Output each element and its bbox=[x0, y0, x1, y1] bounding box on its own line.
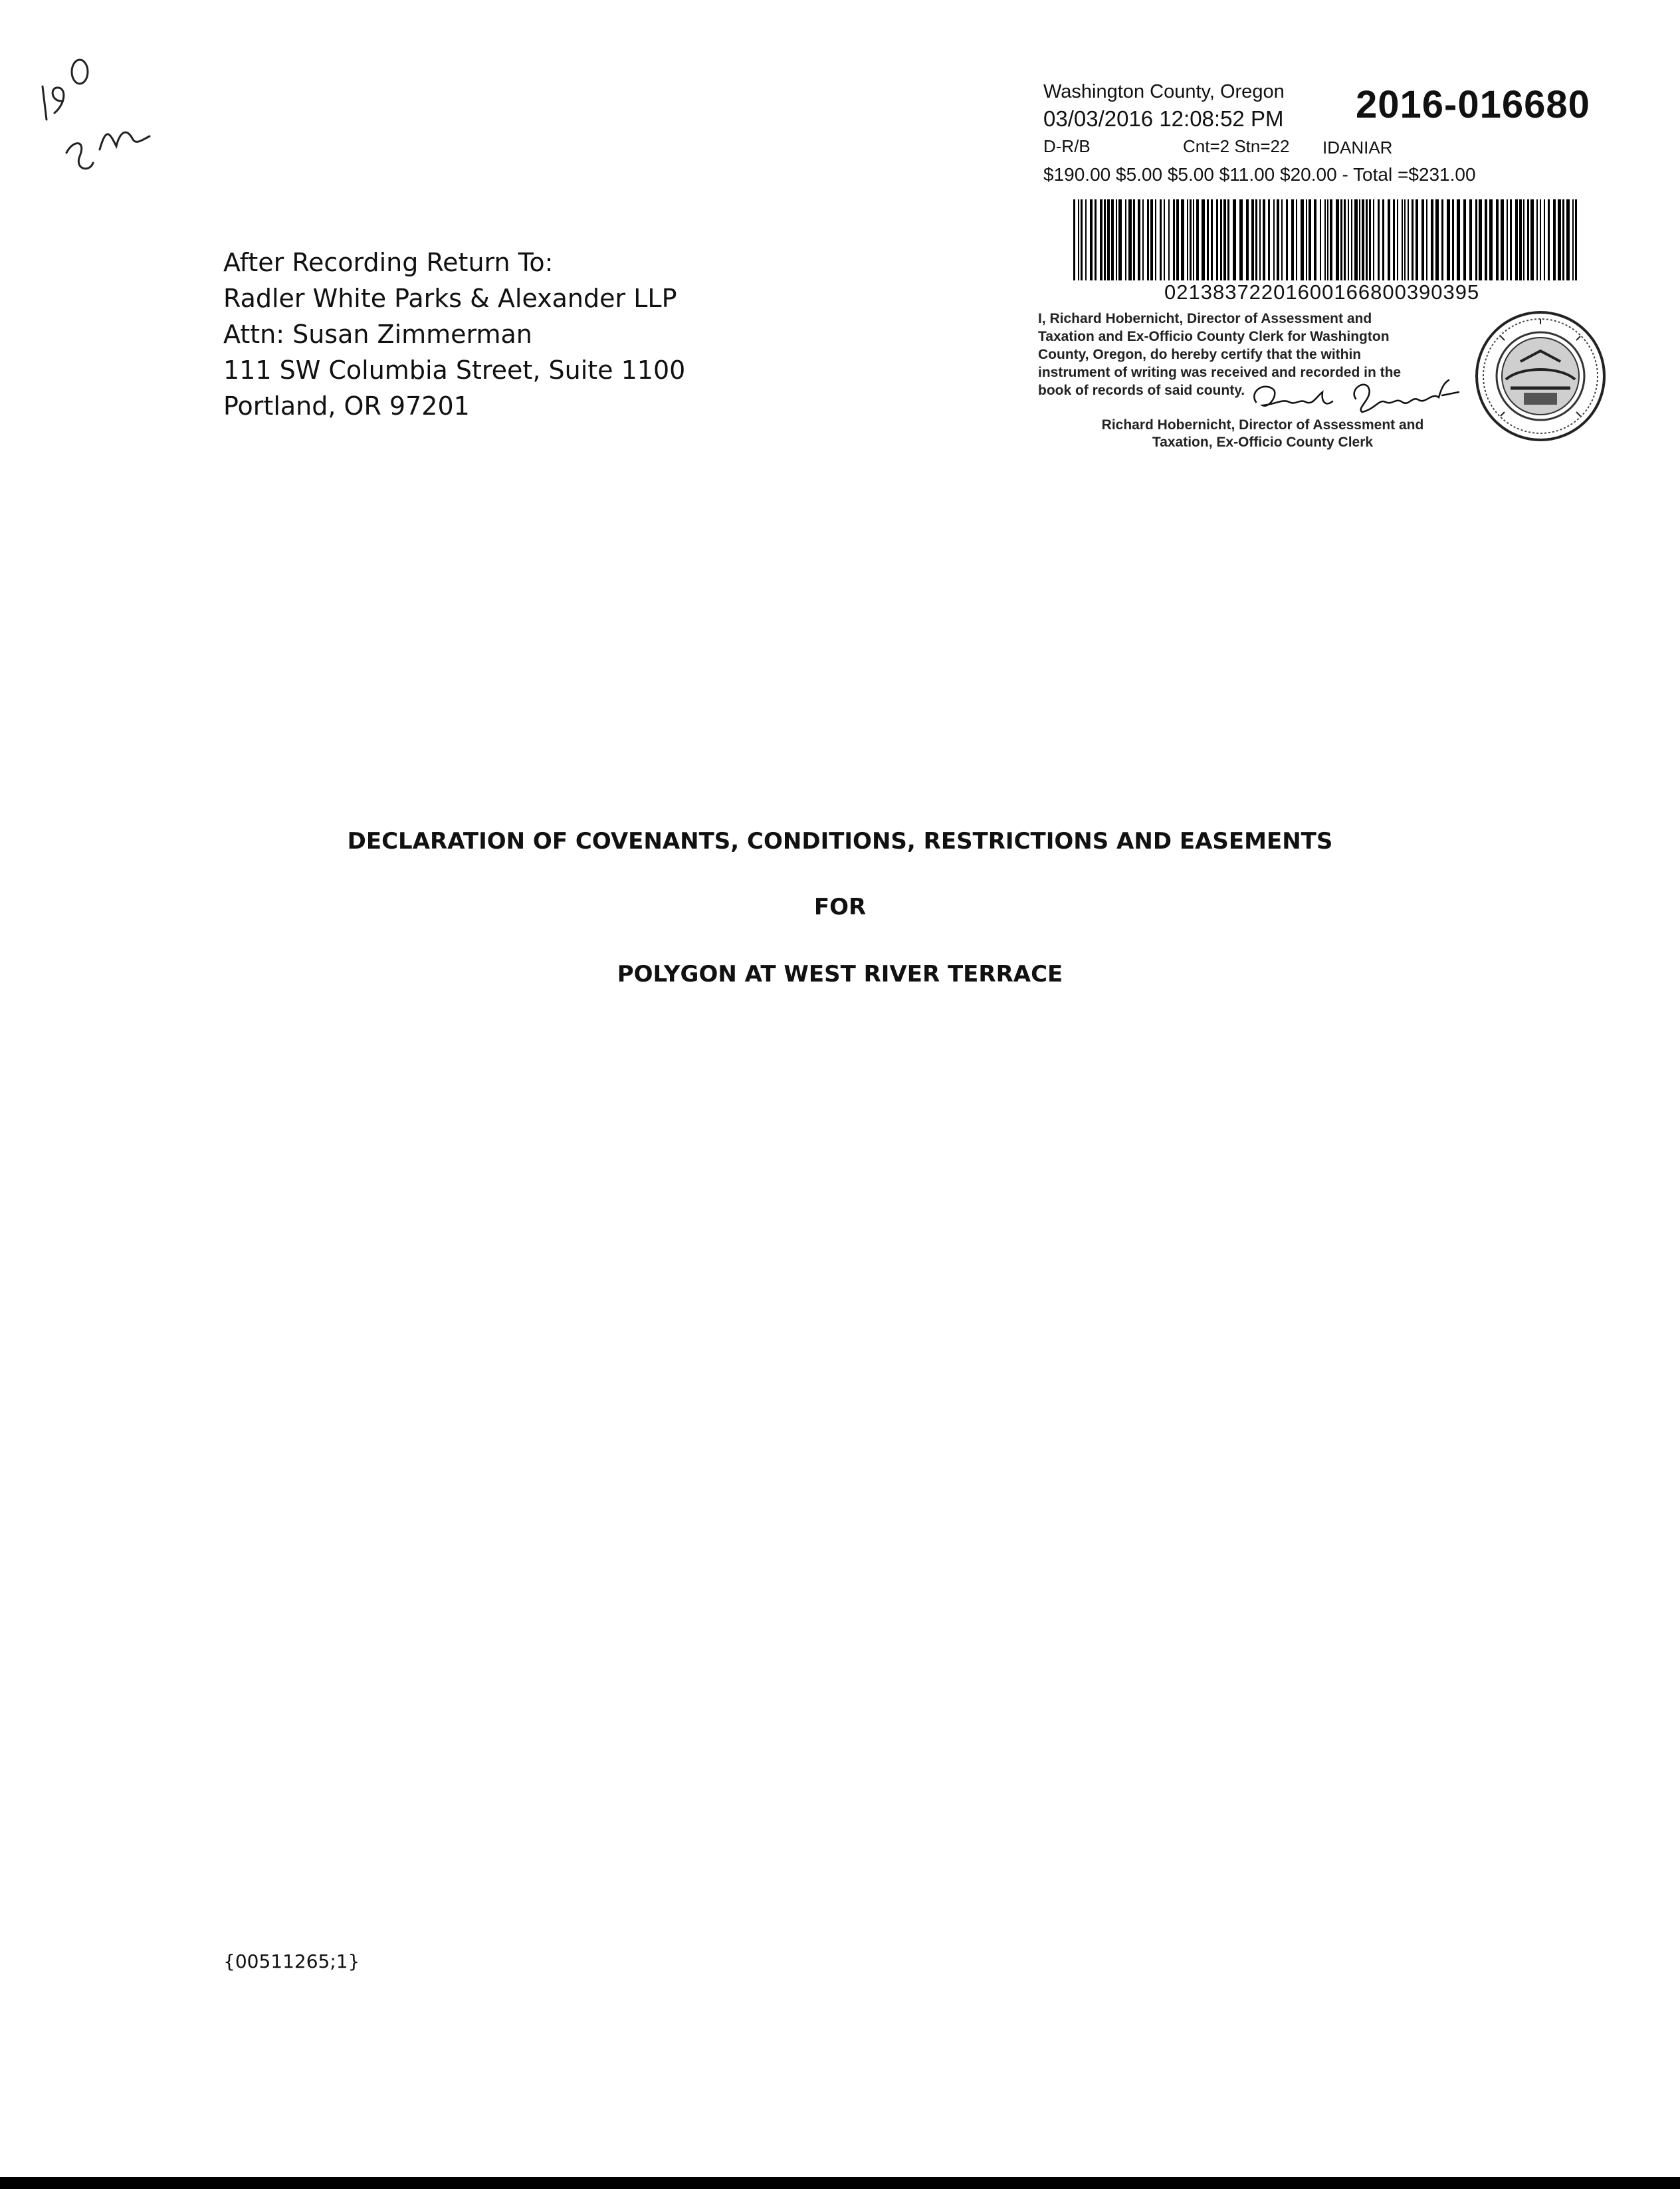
barcode-bar bbox=[1354, 199, 1358, 280]
barcode-bar bbox=[1142, 199, 1144, 280]
stamp-code: D-R/B bbox=[1043, 136, 1091, 156]
barcode-bar bbox=[1291, 199, 1294, 280]
return-street: 111 SW Columbia Street, Suite 1100 bbox=[223, 356, 686, 385]
barcode-bar bbox=[1536, 199, 1538, 280]
barcode-bar bbox=[1575, 199, 1577, 280]
stamp-county: Washington County, Oregon bbox=[1043, 81, 1285, 102]
barcode-bar bbox=[1104, 199, 1106, 280]
barcode-digits: 02138372201600166800390395 bbox=[1164, 280, 1480, 304]
barcode-bar bbox=[1309, 199, 1311, 280]
barcode-bar bbox=[1441, 199, 1443, 280]
barcode-bar bbox=[1296, 199, 1297, 280]
barcode-bar bbox=[1447, 199, 1450, 280]
barcode-bar bbox=[1572, 199, 1574, 280]
barcode-bar bbox=[1397, 199, 1398, 280]
return-city: Portland, OR 97201 bbox=[223, 391, 470, 421]
barcode-bar bbox=[1369, 199, 1371, 280]
document-title: DECLARATION OF COVENANTS, CONDITIONS, RESTRICTIONS AND EASEMENTS bbox=[347, 828, 1333, 855]
barcode-bar bbox=[1147, 199, 1149, 280]
barcode-bar bbox=[1519, 199, 1522, 280]
barcode-bar bbox=[1306, 199, 1307, 280]
barcode-bar bbox=[1116, 199, 1117, 280]
barcode bbox=[1073, 199, 1578, 280]
barcode-bar bbox=[1523, 199, 1524, 280]
certification-line: book of records of said county. bbox=[1038, 383, 1245, 398]
barcode-bar bbox=[1286, 199, 1288, 280]
barcode-bar bbox=[1404, 199, 1406, 280]
barcode-bar bbox=[1435, 199, 1439, 280]
barcode-bar bbox=[1263, 199, 1265, 280]
barcode-bar bbox=[1251, 199, 1254, 280]
barcode-bar bbox=[1202, 199, 1205, 280]
barcode-bar bbox=[1373, 199, 1374, 280]
barcode-bar bbox=[1412, 199, 1414, 280]
barcode-bar bbox=[1193, 199, 1194, 280]
barcode-bar bbox=[1187, 199, 1188, 280]
barcode-bar bbox=[1255, 199, 1257, 280]
barcode-bar bbox=[1324, 199, 1326, 280]
barcode-bar bbox=[1090, 199, 1093, 280]
barcode-bar bbox=[1457, 199, 1460, 280]
barcode-bar bbox=[1362, 199, 1364, 280]
barcode-bar bbox=[1085, 199, 1087, 280]
certification-line: Taxation and Ex-Officio County Clerk for Washington bbox=[1038, 329, 1390, 344]
barcode-bar bbox=[1081, 199, 1083, 280]
barcode-bar bbox=[1173, 199, 1175, 280]
barcode-bar bbox=[1553, 199, 1556, 280]
barcode-bar bbox=[1196, 199, 1199, 280]
barcode-bar bbox=[1211, 199, 1213, 280]
barcode-bar bbox=[1359, 199, 1360, 280]
document-subject: POLYGON AT WEST RIVER TERRACE bbox=[617, 961, 1063, 988]
barcode-bar bbox=[1327, 199, 1328, 280]
barcode-bar bbox=[1548, 199, 1550, 280]
barcode-bar bbox=[1330, 199, 1332, 280]
barcode-bar bbox=[1073, 199, 1075, 280]
barcode-bar bbox=[1558, 199, 1561, 280]
barcode-bar bbox=[1246, 199, 1249, 280]
stamp-counts: Cnt=2 Stn=22 bbox=[1183, 136, 1290, 156]
clerk-line: Richard Hobernicht, Director of Assessment and bbox=[1101, 417, 1424, 433]
barcode-bar bbox=[1489, 199, 1493, 280]
barcode-bar bbox=[1475, 199, 1477, 280]
barcode-bar bbox=[1118, 199, 1122, 280]
stamp-user: IDANIAR bbox=[1322, 138, 1393, 157]
barcode-bar bbox=[1259, 199, 1261, 280]
barcode-bar bbox=[1150, 199, 1153, 280]
barcode-bar bbox=[1155, 199, 1156, 280]
barcode-bar bbox=[1393, 199, 1395, 280]
barcode-bar bbox=[1168, 199, 1170, 280]
barcode-bar bbox=[1181, 199, 1184, 280]
page-bottom-edge bbox=[0, 2177, 1680, 2189]
barcode-bar bbox=[1190, 199, 1192, 280]
barcode-bar bbox=[1301, 199, 1304, 280]
barcode-bar bbox=[1527, 199, 1529, 280]
barcode-bar bbox=[1138, 199, 1140, 280]
barcode-bar bbox=[1160, 199, 1162, 280]
barcode-bar bbox=[1351, 199, 1352, 280]
barcode-bar bbox=[1340, 199, 1342, 280]
barcode-bar bbox=[1128, 199, 1132, 280]
return-heading: After Recording Return To: bbox=[223, 248, 554, 277]
barcode-bar bbox=[1485, 199, 1487, 280]
barcode-bar bbox=[1507, 199, 1508, 280]
barcode-bar bbox=[1344, 199, 1346, 280]
barcode-bar bbox=[1402, 199, 1403, 280]
barcode-bar bbox=[1107, 199, 1110, 280]
barcode-bar bbox=[1562, 199, 1564, 280]
barcode-bar bbox=[1100, 199, 1102, 280]
document-reference: {00511265;1} bbox=[223, 1950, 360, 1972]
barcode-bar bbox=[1233, 199, 1236, 280]
barcode-bar bbox=[1416, 199, 1418, 280]
barcode-bar bbox=[1207, 199, 1209, 280]
barcode-bar bbox=[1125, 199, 1126, 280]
barcode-bar bbox=[1388, 199, 1390, 280]
barcode-bar bbox=[1176, 199, 1179, 280]
barcode-bar bbox=[1111, 199, 1114, 280]
return-firm: Radler White Parks & Alexander LLP bbox=[223, 284, 677, 313]
barcode-bar bbox=[1452, 199, 1454, 280]
barcode-bar bbox=[1239, 199, 1243, 280]
barcode-bar bbox=[1348, 199, 1349, 280]
barcode-bar bbox=[1336, 199, 1339, 280]
barcode-bar bbox=[1220, 199, 1222, 280]
certification-line: I, Richard Hobernicht, Director of Assessment and bbox=[1038, 311, 1372, 326]
barcode-bar bbox=[1314, 199, 1316, 280]
barcode-bar bbox=[1540, 199, 1541, 280]
barcode-bar bbox=[1382, 199, 1384, 280]
certification-line: County, Oregon, do hereby certify that the within bbox=[1038, 347, 1362, 362]
barcode-bar bbox=[1268, 199, 1270, 280]
county-seal bbox=[1474, 310, 1607, 443]
barcode-bar bbox=[1223, 199, 1226, 280]
stamp-fees: $190.00 $5.00 $5.00 $11.00 $20.00 - Total =$231.00 bbox=[1043, 164, 1476, 185]
barcode-bar bbox=[1273, 199, 1275, 280]
barcode-bar bbox=[1227, 199, 1229, 280]
barcode-bar bbox=[1281, 199, 1283, 280]
document-number: 2016-016680 bbox=[1356, 83, 1590, 126]
barcode-bar bbox=[1426, 199, 1427, 280]
stamp-datetime: 03/03/2016 12:08:52 PM bbox=[1043, 106, 1284, 131]
return-attn: Attn: Susan Zimmerman bbox=[223, 320, 532, 349]
barcode-bar bbox=[1133, 199, 1135, 280]
barcode-bar bbox=[1366, 199, 1368, 280]
barcode-bar bbox=[1479, 199, 1482, 280]
barcode-bar bbox=[1408, 199, 1409, 280]
barcode-bar bbox=[1515, 199, 1518, 280]
barcode-bar bbox=[1469, 199, 1472, 280]
barcode-bar bbox=[1501, 199, 1504, 280]
document-title-for: FOR bbox=[813, 894, 867, 920]
certification-line: instrument of writing was received and recorded in the bbox=[1038, 365, 1402, 380]
barcode-bar bbox=[1496, 199, 1499, 280]
clerk-name bbox=[1037, 417, 1489, 451]
barcode-bar bbox=[1421, 199, 1424, 280]
barcode-bar bbox=[1164, 199, 1165, 280]
barcode-bar bbox=[1216, 199, 1218, 280]
barcode-bar bbox=[1078, 199, 1079, 280]
return-address-block bbox=[223, 245, 685, 424]
barcode-bar bbox=[1463, 199, 1466, 280]
barcode-bar bbox=[1431, 199, 1433, 280]
barcode-bar bbox=[1544, 199, 1545, 280]
barcode-bar bbox=[1378, 199, 1380, 280]
barcode-bar bbox=[1510, 199, 1512, 280]
barcode-bar bbox=[1530, 199, 1534, 280]
clerk-line: Taxation, Ex-Officio County Clerk bbox=[1152, 435, 1374, 450]
handwritten-note bbox=[27, 40, 173, 186]
barcode-bar bbox=[1277, 199, 1279, 280]
barcode-bar bbox=[1320, 199, 1321, 280]
barcode-bar bbox=[1566, 199, 1570, 280]
barcode-bar bbox=[1095, 199, 1097, 280]
